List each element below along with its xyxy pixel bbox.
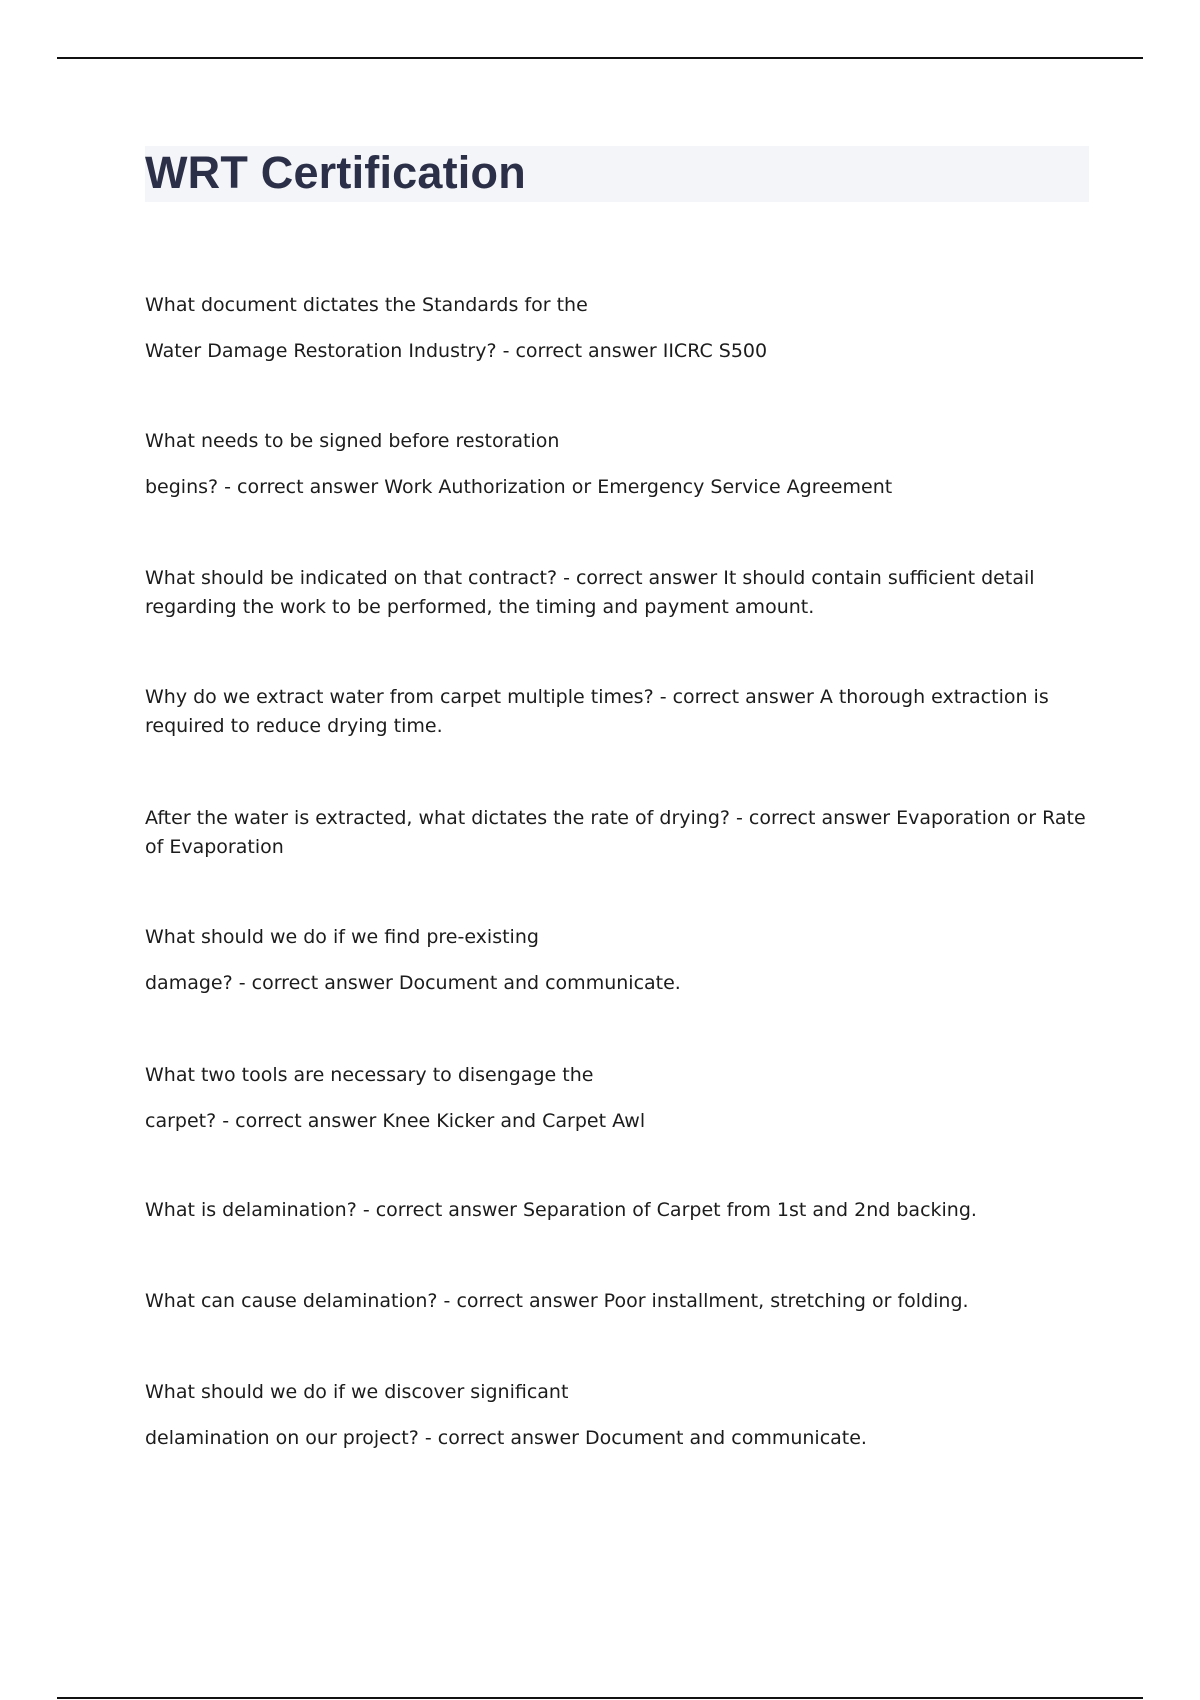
document-title: WRT Certification [145,147,526,198]
qa-question-line: What document dictates the Standards for the [145,294,588,316]
qa-answer-line: carpet? - correct answer Knee Kicker and Carpet Awl [145,1110,646,1132]
qa-item [145,1287,1095,1316]
qa-item [145,1378,1095,1453]
top-rule [57,57,1143,59]
qa-text: Why do we extract water from carpet multiple times? - correct answer A thorough extraction is required to reduce drying time. [145,686,1049,737]
qa-item [145,1061,1095,1136]
qa-text: What should be indicated on that contract? - correct answer It should contain sufficient detail regarding the work to be performed, the timing and payment amount. [145,567,1035,618]
qa-text: What can cause delamination? - correct answer Poor installment, stretching or folding. [145,1290,969,1312]
qa-question-line: What two tools are necessary to disengage the [145,1064,594,1086]
qa-question-line: What needs to be signed before restoration [145,430,560,452]
qa-item [145,1196,1095,1225]
qa-item [145,683,1095,741]
qa-answer-line: delamination on our project? - correct answer Document and communicate. [145,1427,867,1449]
qa-item [145,291,1095,366]
qa-item [145,804,1095,862]
qa-text: After the water is extracted, what dictates the rate of drying? - correct answer Evaporation or Rate of Evaporation [145,807,1086,858]
qa-item [145,564,1095,622]
qa-item [145,923,1095,998]
qa-answer-line: damage? - correct answer Document and communicate. [145,972,681,994]
qa-question-line: What should we do if we find pre-existing [145,926,539,948]
qa-question-line: What should we do if we discover significant [145,1381,569,1403]
qa-item [145,427,1095,502]
qa-answer-line: begins? - correct answer Work Authorization or Emergency Service Agreement [145,476,893,498]
qa-text: What is delamination? - correct answer Separation of Carpet from 1st and 2nd backing. [145,1199,977,1221]
qa-answer-line: Water Damage Restoration Industry? - correct answer IICRC S500 [145,340,768,362]
bottom-rule [57,1697,1143,1699]
